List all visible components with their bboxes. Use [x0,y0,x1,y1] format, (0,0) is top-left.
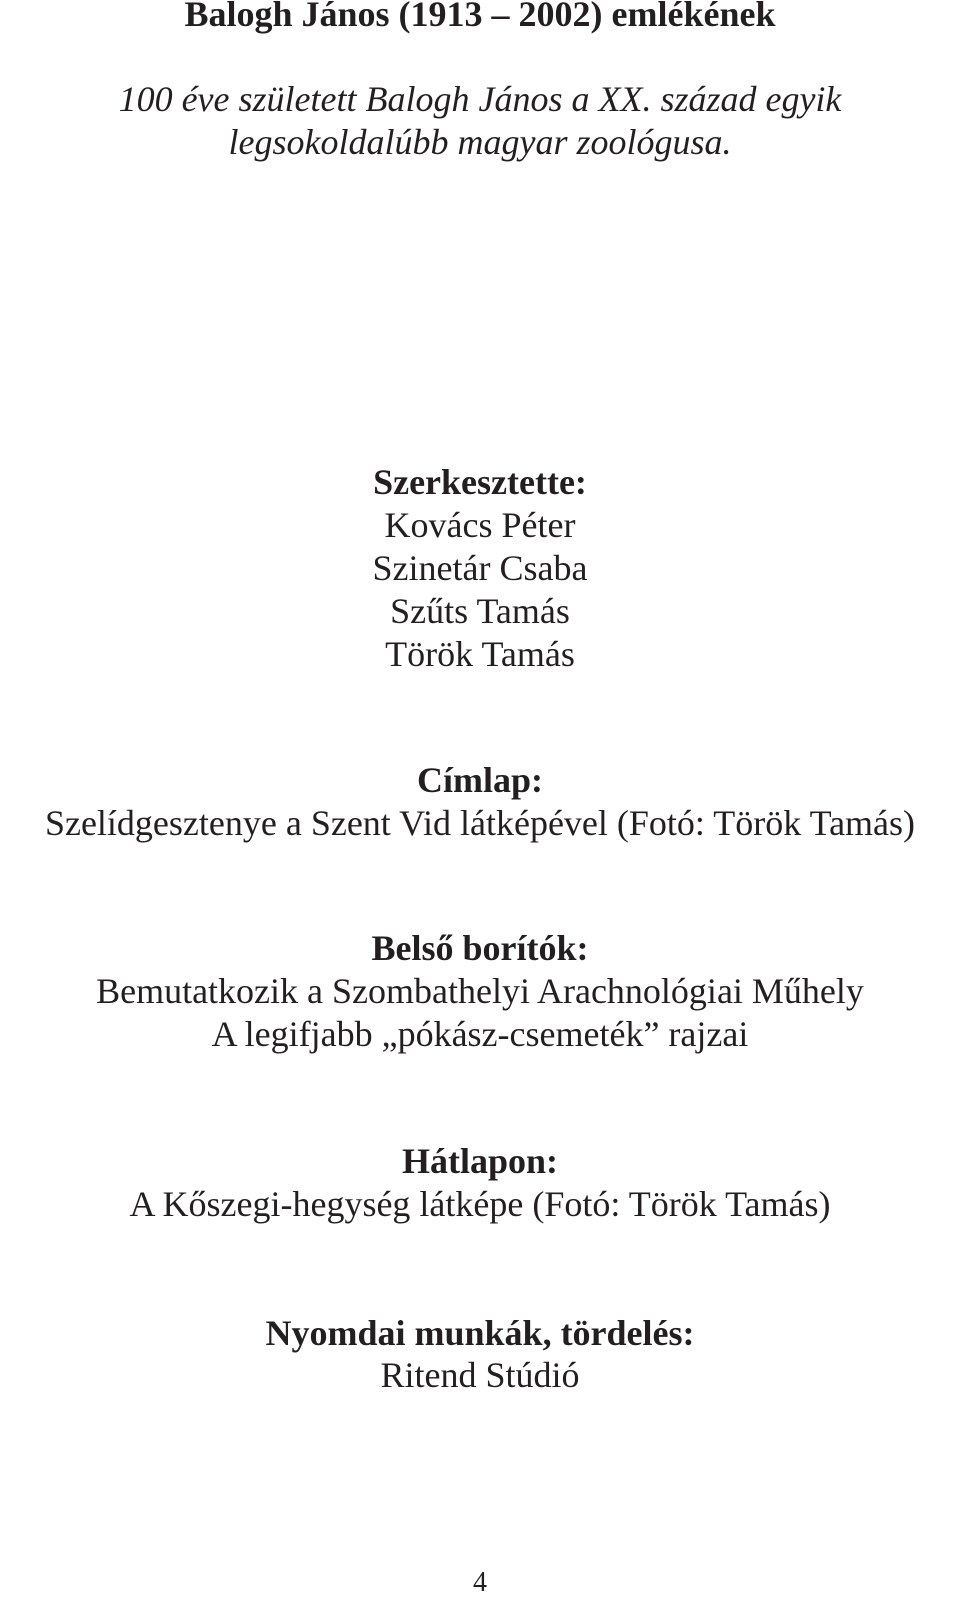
back-cover-heading: Hátlapon: [401,1141,559,1181]
editor-name: Török Tamás [385,634,575,674]
subtitle-line-2: legsokoldalúbb magyar zoológusa. [228,122,732,162]
editor-name: Szinetár Csaba [372,548,588,588]
inner-covers-heading: Belső borítók: [371,928,589,968]
cover-heading: Címlap: [417,760,543,800]
editor-name: Szűts Tamás [390,591,570,631]
printing-studio: Ritend Stúdió [380,1355,580,1395]
inner-covers-line-1: Bemutatkozik a Szombathelyi Arachnológiai Műhely [96,971,864,1011]
page-number: 4 [473,1567,487,1598]
subtitle-line-1: 100 éve született Balogh János a XX. század egyik [118,79,842,119]
editors-heading: Szerkesztette: [373,462,587,502]
cover-description: Szelídgesztenye a Szent Vid látképével (Fotó: Török Tamás) [44,803,916,843]
editor-name: Kovács Péter [384,505,576,545]
memorial-title: Balogh János (1913 – 2002) emlékének [184,0,776,34]
back-cover-description: A Kőszegi-hegység látképe (Fotó: Török Tamás) [129,1184,831,1224]
inner-covers-line-2: A legifjabb „pókász-csemeték” rajzai [211,1014,749,1054]
printing-heading: Nyomdai munkák, tördelés: [265,1313,695,1353]
